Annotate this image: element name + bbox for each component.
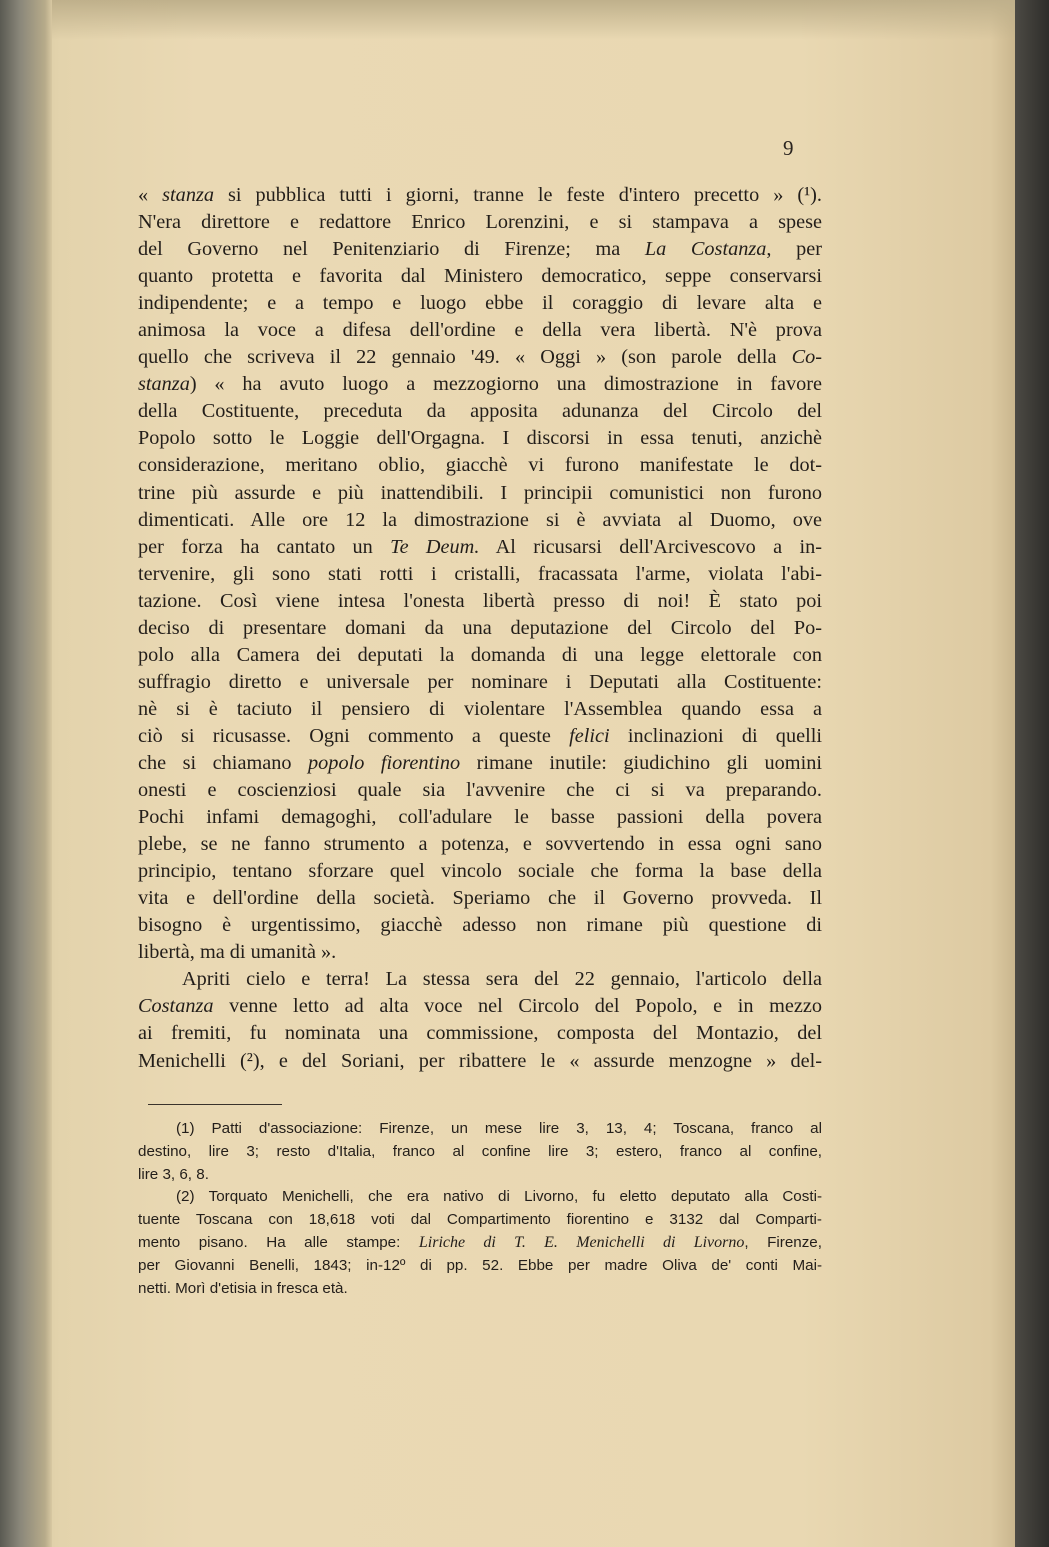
- text-line: [138, 804, 822, 831]
- text-run: si pubblica tutti i giorni, tranne le feste d'intero precetto » (¹).: [214, 184, 823, 206]
- text-run: Pochi infami demagoghi, coll'adulare le basse passioni della povera: [138, 806, 822, 829]
- text-line: [138, 1020, 822, 1047]
- text-line: [138, 398, 822, 425]
- book-binding: [0, 0, 52, 1547]
- footnote-line: [138, 1255, 822, 1278]
- text-line: [138, 669, 822, 696]
- text-line: [138, 993, 822, 1020]
- text-run: libertà, ma di umanità ».: [138, 941, 337, 964]
- text-run: Popolo sotto le Loggie dell'Orgagna. I discorsi in essa tenuti, anzichè: [138, 427, 822, 450]
- text-line: [138, 615, 822, 642]
- text-line: [138, 885, 822, 912]
- text-line: [138, 561, 822, 588]
- page-shadow: [52, 0, 1015, 40]
- text-run: quanto protetta e favorita dal Ministero democratico, seppe conservarsi: [138, 265, 822, 288]
- text-run: della Costituente, preceduta da apposita adunanza del Circolo del: [138, 400, 822, 423]
- page-number: 9: [783, 136, 794, 160]
- text-line: [138, 534, 822, 561]
- text-line: [138, 696, 822, 723]
- text-run: nè si è taciuto il pensiero di violentare l'Assemblea quando essa a: [138, 697, 822, 720]
- text-run: tuente Toscana con 18,618 voti dal Compartimento fiorentino e 3132 dal Comparti-: [138, 1211, 822, 1229]
- italic-text: La Costanza: [644, 238, 767, 261]
- text-line: [138, 209, 822, 236]
- footnote-line: [138, 1209, 822, 1232]
- text-run: lire 3, 6, 8.: [138, 1165, 209, 1183]
- text-run: indipendente; e a tempo e luogo ebbe il coraggio di levare alta e: [138, 292, 822, 315]
- text-run: netti. Morì d'etisia in fresca età.: [138, 1279, 348, 1297]
- footnotes: [138, 1118, 822, 1300]
- text-run: venne letto ad alta voce nel Circolo del Popolo, e in mezzo: [213, 995, 822, 1018]
- italic-text: Costanza: [138, 995, 214, 1018]
- text-run: deciso di presentare domani da una deputazione del Circolo del Po-: [138, 616, 822, 639]
- text-run: per forza ha cantato un: [138, 535, 391, 558]
- text-run: principio, tentano sforzare quel vincolo sociale che forma la base della: [138, 860, 822, 883]
- text-run: Al ricusarsi dell'Arcivescovo a in-: [479, 535, 822, 558]
- footnote-line: [138, 1278, 822, 1301]
- italic-text: felici: [569, 724, 610, 747]
- text-line: [138, 912, 822, 939]
- footnote-line: [138, 1164, 822, 1187]
- footnote-line: [138, 1141, 822, 1164]
- text-run: tervenire, gli sono stati rotti i cristalli, fracassata l'arme, violata l'abi-: [138, 562, 822, 585]
- text-run: trine più assurde e più inattendibili. I principii comunistici non furono: [138, 481, 822, 504]
- text-run: animosa la voce a difesa dell'ordine e della vera libertà. N'è prova: [138, 319, 822, 342]
- italic-text: Co-: [791, 346, 822, 369]
- text-run: , per: [766, 238, 822, 261]
- italic-text: stanza: [162, 184, 214, 206]
- text-line: [138, 723, 822, 750]
- text-run: del Governo nel Penitenziario di Firenze; ma: [138, 238, 645, 261]
- text-line: [138, 480, 822, 507]
- scan-edge: [1015, 0, 1049, 1547]
- text-line: [138, 182, 822, 209]
- text-run: considerazione, meritano oblio, giacchè vi furono manifestate le dot-: [138, 454, 822, 477]
- text-run: destino, lire 3; resto d'Italia, franco al confine lire 3; estero, franco al confine,: [138, 1142, 822, 1160]
- footnote-line: [138, 1118, 822, 1141]
- italic-text: stanza: [138, 373, 190, 396]
- text-line: [138, 263, 822, 290]
- text-line: [138, 858, 822, 885]
- text-run: (2) Torquato Menichelli, che era nativo di Livorno, fu eletto deputato alla Costi-: [176, 1188, 822, 1206]
- text-line: [138, 344, 822, 371]
- text-line: [138, 236, 822, 263]
- text-run: «: [138, 184, 163, 206]
- text-run: ai fremiti, fu nominata una commissione, composta del Montazio, del: [138, 1022, 822, 1045]
- text-run: bisogno è urgentissimo, giacchè adesso non rimane più questione di: [138, 914, 822, 937]
- text-run: tazione. Così viene intesa l'onesta libertà presso di noi! È stato poi: [138, 589, 822, 612]
- text-run: dimenticati. Alle ore 12 la dimostrazione si è avviata al Duomo, ove: [138, 508, 822, 531]
- text-run: Menichelli (²), e del Soriani, per ribattere le « assurde menzogne » del-: [138, 1049, 822, 1072]
- text-run: suffragio diretto e universale per nominare i Deputati alla Costituente:: [138, 670, 822, 693]
- text-line: [138, 831, 822, 858]
- text-line: [138, 588, 822, 615]
- text-run: mento pisano. Ha alle stampe:: [138, 1233, 419, 1251]
- footnote-divider: [148, 1104, 282, 1105]
- text-line: [138, 966, 822, 993]
- text-run: rimane inutile: giudichino gli uomini: [460, 751, 822, 774]
- footnote-line: [138, 1232, 822, 1255]
- text-line: [138, 290, 822, 317]
- text-line: [138, 750, 822, 777]
- text-run: onesti e coscienziosi quale sia l'avvenire che ci si va preparando.: [138, 779, 822, 802]
- text-line: [138, 452, 822, 479]
- text-run: , Firenze,: [744, 1233, 822, 1251]
- italic-text: Liriche di T. E. Menichelli di Livorno: [418, 1233, 745, 1251]
- text-run: (1) Patti d'associazione: Firenze, un mese lire 3, 13, 4; Toscana, franco al: [176, 1120, 822, 1137]
- text-line: [138, 507, 822, 534]
- text-run: vita e dell'ordine della società. Speriamo che il Governo provveda. Il: [138, 887, 822, 910]
- footnote-line: [138, 1186, 822, 1209]
- text-run: per Giovanni Benelli, 1843; in-12º di pp. 52. Ebbe per madre Oliva de' conti Mai-: [138, 1256, 822, 1274]
- text-run: inclinazioni di quelli: [609, 724, 822, 747]
- italic-text: popolo fiorentino: [308, 751, 461, 774]
- text-run: quello che scriveva il 22 gennaio '49. « Oggi » (son parole della: [138, 346, 792, 369]
- text-line: [138, 939, 822, 966]
- text-line: [138, 777, 822, 804]
- text-run: ) « ha avuto luogo a mezzogiorno una dimostrazione in favore: [189, 373, 822, 396]
- text-run: plebe, se ne fanno strumento a potenza, e sovvertendo in essa ogni sano: [138, 833, 822, 856]
- text-line: [138, 642, 822, 669]
- italic-text: Te Deum.: [390, 535, 480, 558]
- main-text: [138, 182, 822, 1075]
- text-run: che si chiamano: [138, 751, 309, 774]
- text-run: polo alla Camera dei deputati la domanda di una legge elettorale con: [138, 643, 822, 666]
- text-line: [138, 1048, 822, 1075]
- text-run: ciò si ricusasse. Ogni commento a queste: [138, 724, 570, 747]
- text-line: [138, 425, 822, 452]
- text-run: N'era direttore e redattore Enrico Lorenzini, e si stampava a spese: [138, 211, 822, 234]
- text-run: Apriti cielo e terra! La stessa sera del 22 gennaio, l'articolo della: [182, 968, 822, 991]
- text-line: [138, 317, 822, 344]
- text-line: [138, 371, 822, 398]
